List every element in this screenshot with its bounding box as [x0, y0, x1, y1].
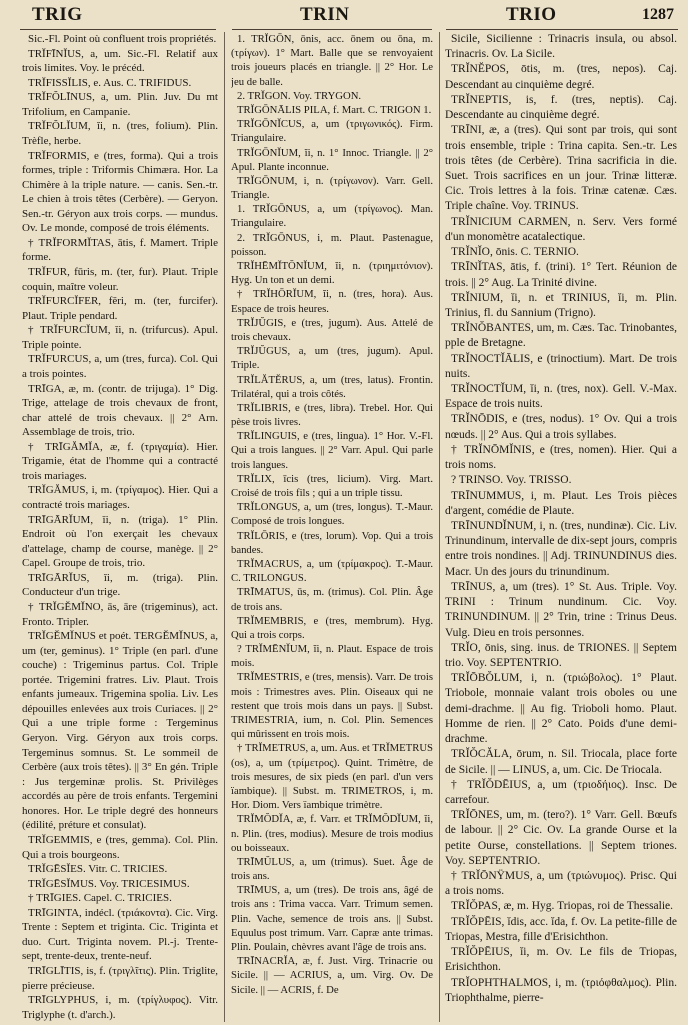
dictionary-entry: † TRĬHŌRĬUM, ĭi, n. (tres, hora). Aus. Espace de trois heures.	[231, 288, 433, 315]
dictionary-entry: TRĪNĬTAS, ātis, f. (trini). 1° Tert. Réunion de trois. || 2° Aug. La Trinité divine.	[445, 261, 677, 289]
dictionary-entry: TRĪGA, æ, m. (contr. de trijuga). 1° Dig. Trige, attelage de trois chevaux de front, char attelé de trois chevaux. || 2° Arn. Assemblage de trois, trio.	[22, 382, 218, 439]
dictionary-entry: TRĪMŬLUS, a, um (trimus). Suet. Âge de trois ans.	[231, 855, 433, 883]
dictionary-entry: TRĬNIUM, ĭi, n. et TRINIUS, ĭi, m. Plin. Trinius, fl. du Sannium (Trigno).	[445, 291, 677, 319]
header-rule-center	[232, 29, 432, 30]
dictionary-entry: † TRĬFORMĬTAS, ātis, f. Mamert. Triple forme.	[22, 236, 218, 264]
dictionary-entry: TRĬŌNES, um, m. (tero?). 1° Varr. Gell. Bœufs de labour. || 2° Cic. Ov. La grande Ourse et la petite Ourse, constellations. || Septem triones. Voy. SEPTENTRIO.	[445, 809, 677, 867]
dictionary-entry: TRĬŌBŎLUM, i, n. (τριώβολος). 1° Plaut. Triobole, monnaie valant trois oboles ou une demi-drachme. || Au fig. Trioboli homo. Plaut. Homme de rien. || 2° Cato. Poids d'une demi-drachme.	[445, 672, 677, 746]
dictionary-entry: TRĬNEPTIS, is, f. (tres, neptis). Caj. Descendante au cinquième degré.	[445, 93, 677, 122]
dictionary-entry: TRĬJŬGIS, e (tres, jugum). Aus. Attelé de trois chevaux.	[231, 316, 433, 343]
dictionary-entry: TRĪNI, æ, a (tres). Qui sont par trois, qui sont trois ensemble, triple : Trina capita. Sen.-tr. Les trois têtes (de Cerbère). Trina sacrificia in die. Suet. Trois sacrifices en un jour. Trinæ litteræ. Cic. Trois lettres à la fois. Trinæ catenæ. Cæs. Triple chaîne. Voy. TRINUS.	[445, 124, 677, 213]
dictionary-entry: TRĪNUS, a, um (tres). 1° St. Aus. Triple. Voy. TRINI : Trinum nundinum. Cic. Voy. TRINUNDINUM. || 2° Trin, trine : Trinus Deus. Vulg. Dieu en trois personnes.	[445, 580, 677, 639]
dictionary-entry: TRĬGŌNUM, i, n. (τρίγωνον). Varr. Gell. Triangle.	[231, 174, 433, 202]
dictionary-entry: 1. TRĬGŌN, ōnis, acc. ōnem ou ōna, m. (τρίγων). 1° Mart. Balle que se renvoyaient trois joueurs placés en triangle. || 2° Hor. Le jeu de balle.	[231, 33, 433, 88]
dictionary-entry: TRĬFUR, fūris, m. (ter, fur). Plaut. Triple coquin, maître voleur.	[22, 266, 218, 293]
dictionary-entry: TRĪGĀRĬUM, ĭi, n. (triga). 1° Plin. Endroit où l'on exerçait les chevaux d'attelage, champ de course, manège. || 2° Capel. Groupe de trois, trio.	[22, 513, 218, 570]
dictionary-entry: TRĬŎPĒIUS, ĭi, m. Ov. Le fils de Triopas, Erisichthon.	[445, 946, 677, 974]
column-left	[22, 32, 218, 1022]
header-rule-left	[20, 29, 216, 30]
dictionary-entry: TRĬFISSĬLIS, e. Aus. C. TRIFIDUS.	[28, 76, 192, 89]
dictionary-entry: TRĬLONGUS, a, um (tres, longus). T.-Maur. Composé de trois longues.	[231, 501, 433, 528]
dictionary-entry: TRĬNŌDIS, e (tres, nodus). 1° Ov. Qui a trois nœuds. || 2° Aus. Qui a trois syllabes.	[445, 413, 677, 441]
page-number: 1287	[642, 6, 674, 23]
dictionary-entry: ? TRINSO. Voy. TRISSO.	[451, 474, 572, 487]
dictionary-entry: TRĪGLYPHUS, i, m. (τρίγλυφος). Vitr. Triglyphe (t. d'arch.).	[22, 994, 218, 1021]
column-divider	[224, 32, 225, 1022]
dictionary-entry: TRĪNACRĬA, æ, f. Just. Virg. Trinacrie ou Sicile. || — ACRIUS, a, um. Virg. Ov. De Sicile. || — ACRIS, f. De	[231, 955, 433, 996]
dictionary-entry: TRĬO, ōnis, sing. inus. de TRIONES. || Septem trio. Voy. SEPTENTRIO.	[445, 641, 677, 669]
dictionary-entry: TRĪGĀRĬUS, ĭi, m. (triga). Plin. Conducteur d'un trige.	[22, 571, 218, 599]
dictionary-entry: TRĬŎPAS, æ, m. Hyg. Triopas, roi de Thessalie.	[451, 900, 674, 913]
dictionary-entry: TRĪGLĪTIS, is, f. (τριγλῖτις). Plin. Triglite, pierre précieuse.	[22, 965, 218, 992]
column-divider	[439, 32, 440, 1022]
dictionary-entry: TRĬHĒMĬTŎNĬUM, ĭi, n. (τριημιτόνιον). Hyg. Un ton et un demi.	[231, 260, 433, 287]
dictionary-entry: TRĬFŎLĪNUS, a, um. Plin. Juv. Du mt Trifolium, en Campanie.	[22, 91, 218, 118]
dictionary-entry: TRĪGINTA, indécl. (τριάκοντα). Cic. Virg. Trente : Septem et triginta. Cic. Triginta et duo. Curt. Triginta novem. Pl.-j. Trente-sept, trente-deux, trente-neuf.	[22, 906, 218, 963]
dictionary-entry: Sicile, Sicilienne : Trinacris insula, ou absol. Trinacris. Ov. La Sicile.	[445, 33, 677, 61]
dictionary-entry: TRĬŎPĒIS, ĭdis, acc. ĭda, f. Ov. La petite-fille de Triopas, Mestra, fille d'Erisichthon.	[445, 915, 677, 943]
dictionary-entry: ? TRĬMĒNĬUM, ĭi, n. Plaut. Espace de trois mois.	[231, 643, 433, 670]
dictionary-entry: TRĬNICIUM CARMEN, n. Serv. Vers formé d'un monomètre acatalectique.	[445, 215, 677, 243]
dictionary-entry: Sic.-Fl. Point où confluent trois propriétés.	[28, 33, 217, 45]
dictionary-entry: TRĬLIX, īcis (tres, licium). Virg. Mart. Croisé de trois fils ; qui a un triple tissu.	[231, 472, 433, 499]
dictionary-entry: † TRĬMETRUS, a, um. Aus. et TRĬMETRUS (os), a, um (τρίμετρος). Quint. Trimètre, de trois mesures, de six pieds (en parl. d'un vers ïambique). || Subst. m. TRIMETROS, i, m. Hor. Diom. Vers ïambique trimètre.	[231, 742, 433, 812]
dictionary-entry: TRĬNŎBANTES, um, m. Cæs. Tac. Trinobantes, pple de Bretagne.	[445, 322, 677, 350]
dictionary-entry: TRĪNUMMUS, i, m. Plaut. Les Trois pièces d'argent, comédie de Plaute.	[445, 489, 677, 517]
dictionary-entry: † TRĬŌNŸMUS, a, um (τριώνυμος). Prisc. Qui a trois noms.	[445, 870, 677, 898]
dictionary-entry: TRĬGŌNĬCUS, a, um (τριγωνικός). Firm. Triangulaire.	[231, 118, 433, 145]
dictionary-entry: † TRĬFURCĬUM, ĭi, n. (trifurcus). Apul. Triple pointe.	[22, 324, 218, 351]
dictionary-entry: TRĬLINGUIS, e (tres, lingua). 1° Hor. V.-Fl. Qui a trois langues. || 2° Varr. Apul. Qui parle trois langues.	[231, 430, 433, 471]
dictionary-entry: TRĬFŎLĬUM, ĭi, n. (tres, folium). Plin. Trèfle, herbe.	[22, 120, 218, 147]
dictionary-entry: TRĬGŌNĀLIS PILA, f. Mart. C. TRIGON 1.	[237, 103, 432, 116]
dictionary-entry: TRĬFURCĬFER, fĕri, m. (ter, furcifer). Plaut. Triple pendard.	[22, 295, 218, 322]
header-rule-right	[446, 29, 678, 30]
dictionary-entry: TRĬGŌNĬUM, ĭi, n. 1° Innoc. Triangle. || 2° Apul. Plante inconnue.	[231, 146, 433, 173]
dictionary-entry: TRĬNOCTĬUM, ĭi, n. (tres, nox). Gell. V.-Max. Espace de trois nuits.	[445, 383, 677, 411]
dictionary-entry: TRĬLIBRIS, e (tres, libra). Trebel. Hor. Qui pèse trois livres.	[231, 401, 433, 429]
dictionary-entry: † TRĬGĔMĬNO, ās, āre (trigeminus), act. Fronto. Tripler.	[22, 600, 218, 628]
dictionary-entry: TRĬJŬGUS, a, um (tres, jugum). Apul. Triple.	[231, 345, 433, 372]
dictionary-entry: TRĬFĪNĬUS, a, um. Sic.-Fl. Relatif aux trois limites. Voy. le précéd.	[22, 47, 218, 75]
column-right	[445, 32, 677, 1022]
dictionary-entry: TRĪMUS, a, um (tres). De trois ans, âgé de trois ans : Trima vacca. Varr. Trimum semen. Plin. Vache, semence de trois ans. || Subst. Equulus post trimum. Varr. Capræ ante trimas. Plin. Poulain, chèvres avant l'âge de trois ans.	[231, 884, 433, 953]
dictionary-entry: TRĬOPHTHALMOS, i, m. (τριόφθαλμος). Plin. Triophthalme, pierre-	[445, 976, 677, 1004]
dictionary-entry: TRĬNOCTĬĀLIS, e (trinoctium). Mart. De trois nuits.	[445, 352, 677, 380]
dictionary-entry: TRĬŎCĂLA, ōrum, n. Sil. Triocala, place forte de Sicile. || — LINUS, a, um. Cic. De Triocala.	[445, 748, 677, 776]
dictionary-entry: TRĬGĒSĬES. Vitr. C. TRICIES.	[28, 863, 168, 876]
dictionary-entry: † TRĪGĂMĬA, æ, f. (τριγαμία). Hier. Trigamie, état de l'homme qui a contracté trois mariages.	[22, 440, 218, 482]
running-head-center: TRIN	[300, 4, 350, 25]
running-head-right: TRIO	[506, 4, 557, 25]
running-head-left: TRIG	[32, 4, 83, 25]
dictionary-entry: TRĬFURCUS, a, um (tres, furca). Col. Qui a trois pointes.	[22, 353, 218, 380]
dictionary-entry: † TRĪGIES. Capel. C. TRICIES.	[28, 892, 172, 905]
dictionary-entry: † TRĬŎDĒIUS, a, um (τριοδήιος). Insc. De carrefour.	[445, 778, 677, 806]
dictionary-entry: TRĬFORMIS, e (tres, forma). Qui a trois formes, triple : Triformis Chimæra. Hor. La Chimère à la triple nature. — canis. Sen.-tr. Le chien à trois têtes (Cerbère). — Geryon. Sen.-tr. Géryon aux trois corps. — mundus. Ov. Le monde, composé de trois éléments.	[22, 149, 218, 235]
dictionary-entry: † TRĬNŌMĬNIS, e (tres, nomen). Hier. Qui a trois noms.	[445, 443, 677, 472]
dictionary-entry: TRĬGĔMĬNUS et poét. TERGĔMĬNUS, a, um (ter, geminus). 1° Triple (en parl. d'une couche) : Trigeminus partus. Col. Triple portée. Trigemini fratres. Liv. Plaut. Trois enfants jumeaux. Trigemina spolia. Liv. Les dépouilles enlevées aux trois Curiaces. || 2° Qui a une triple forme : Tergeminus Geryon. Virg. Géryon aux trois corps. Tergeminus somnus. St. Le sommeil de Cerbère (aux trois têtes). || 3° En gén. Triple : Jus tergeminæ prolis. St. Privilèges accordés au père de trois enfants. Tergemini honores. Hor. Le triple degré des honneurs (édilité, préture et consulat).	[22, 630, 218, 832]
dictionary-entry: TRĬMŎDĬA, æ, f. Varr. et TRĬMŎDĬUM, ĭi, n. Plin. (tres, modius). Mesure de trois modius ou boisseaux.	[231, 813, 433, 854]
dictionary-entry: TRĬGEMMIS, e (tres, gemma). Col. Plin. Qui a trois bourgeons.	[22, 833, 218, 861]
dictionary-entry: TRĬLŌRIS, e (tres, lorum). Vop. Qui a trois bandes.	[231, 529, 433, 556]
dictionary-entry: TRĬMESTRIS, e (tres, mensis). Varr. De trois mois : Trimestres aves. Plin. Oiseaux qui ne restent que trois mois dans un pays. || Subst. TRIMESTRIA, ium, n. Col. Plin. Semences qui mûrissent en trois mois.	[231, 671, 433, 741]
dictionary-entry: TRĬNĬO, ōnis. C. TERNIO.	[451, 246, 579, 259]
dictionary-entry: TRĬNĔPOS, ōtis, m. (tres, nepos). Caj. Descendant au cinquième degré.	[445, 63, 677, 91]
dictionary-entry: TRĪMATUS, ūs, m. (trimus). Col. Plin. Âge de trois ans.	[231, 586, 433, 613]
dictionary-entry: TRĬLĂTĔRUS, a, um (tres, latus). Frontin. Trilatéral, qui a trois côtés.	[231, 373, 433, 400]
dictionary-entry: TRĬGĂMUS, i, m. (τρίγαμος). Hier. Qui a contracté trois mariages.	[22, 484, 218, 511]
dictionary-entry: 2. TRĬGON. Voy. TRYGON.	[237, 89, 362, 102]
dictionary-entry: 1. TRĬGŌNUS, a, um (τρίγωνος). Man. Triangulaire.	[231, 203, 433, 230]
dictionary-entry: TRĬMACRUS, a, um (τρίμακρος). T.-Maur. C. TRILONGUS.	[231, 557, 433, 585]
dictionary-entry: 2. TRĬGŌNUS, i, m. Plaut. Pastenague, poisson.	[231, 231, 433, 258]
dictionary-entry: TRĪNUNDĬNUM, i, n. (tres, nundinæ). Cic. Liv. Trinundinum, intervalle de dix-sept jours, compris entre trois nondines. || Adj. TRINUNDINUS dies. Macr. Un des jours du trinundinum.	[445, 520, 677, 578]
column-center	[231, 32, 433, 1022]
dictionary-entry: TRĬMEMBRIS, e (tres, membrum). Hyg. Qui a trois corps.	[231, 614, 433, 641]
dictionary-entry: TRĬGĒSĬMUS. Voy. TRICESIMUS.	[28, 877, 190, 890]
